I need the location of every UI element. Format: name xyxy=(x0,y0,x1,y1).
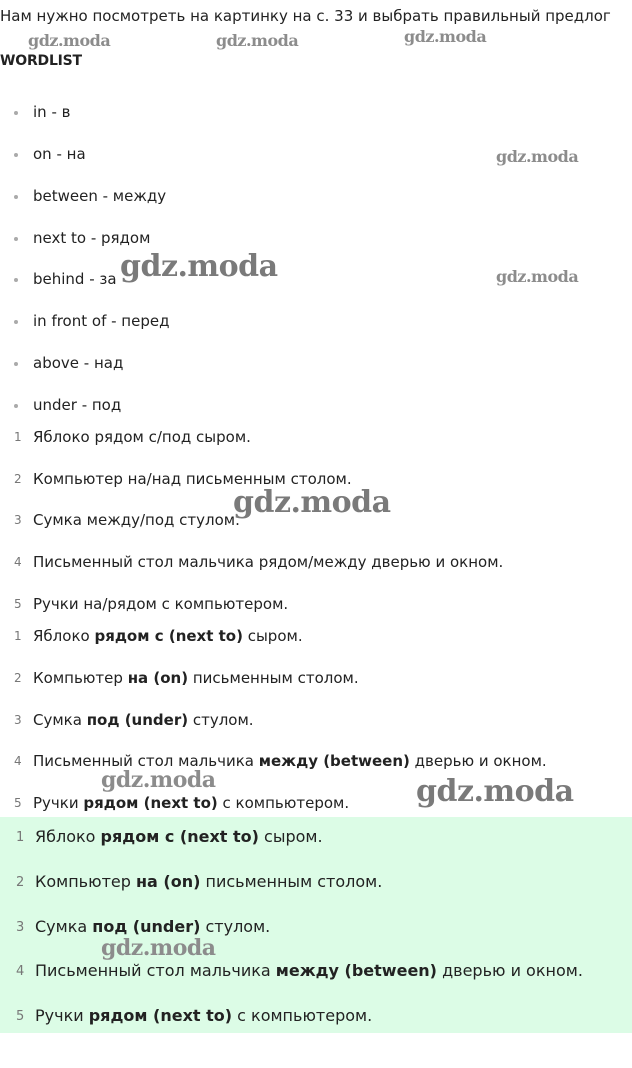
watermark: gdz.moda xyxy=(496,267,579,286)
watermark: gdz.moda xyxy=(416,774,574,809)
bullet-icon xyxy=(14,404,18,408)
bullet-icon xyxy=(14,195,18,199)
watermark: gdz.moda xyxy=(216,31,299,50)
bullet-icon xyxy=(14,153,18,157)
highlighted-answer-panel: 1 Яблоко рядом с (next to) сыром. 2 Компьютер на (on) письменным столом. 3 Сумка под (under) стулом. 4 Письменный стол мальчика между (between) дверью и окном. 5 Ручки рядом (next to) с компьютером. xyxy=(0,817,632,1033)
watermark: gdz.moda xyxy=(120,249,278,284)
watermark: gdz.moda xyxy=(496,147,579,166)
watermark: gdz.moda xyxy=(404,27,487,46)
bullet-icon xyxy=(14,278,18,282)
watermark: gdz.moda xyxy=(233,485,391,520)
intro-text: Нам нужно посмотреть на картинку на с. 33 и выбрать правильный предлог xyxy=(0,7,611,25)
bullet-icon xyxy=(14,237,18,241)
watermark: gdz.moda xyxy=(101,935,216,961)
wordlist-heading: WORDLIST xyxy=(0,53,82,69)
watermark: gdz.moda xyxy=(28,31,111,50)
bullet-icon xyxy=(14,362,18,366)
watermark: gdz.moda xyxy=(101,767,216,793)
bullet-icon xyxy=(14,111,18,115)
bullet-icon xyxy=(14,320,18,324)
